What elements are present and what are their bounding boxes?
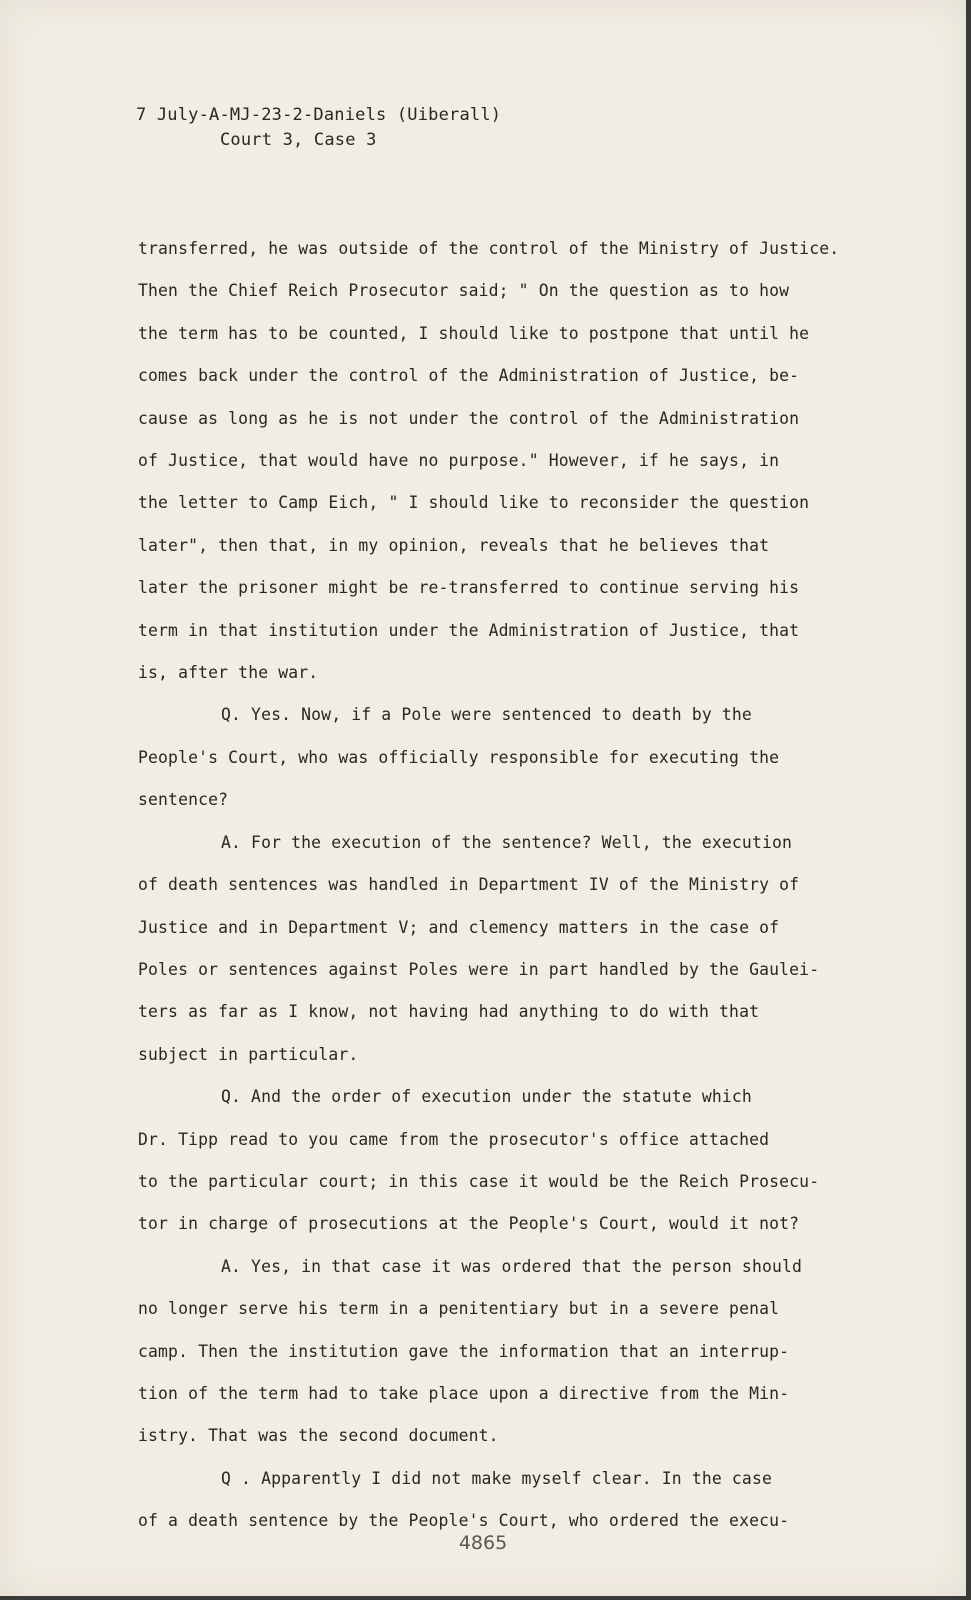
transcript-line: to the particular court; in this case it would be the Reich Prosecu- (138, 1171, 820, 1191)
header-session-line: 7 July-A-MJ-23-2-Daniels (Uiberall) (136, 105, 502, 125)
transcript-line: People's Court, who was officially responsible for executing the (138, 747, 780, 767)
page-header (136, 103, 501, 153)
transcript-line: Justice and in Department V; and clemency matters in the case of (138, 917, 780, 937)
transcript-line: Q. Yes. Now, if a Pole were sentenced to death by the (221, 705, 752, 725)
transcript-line: A. Yes, in that case it was ordered that the person should (221, 1256, 803, 1276)
transcript-paragraph (138, 1246, 866, 1458)
transcript-line: Q . Apparently I did not make myself clear. In the case (221, 1468, 772, 1488)
page-number: 4865 (458, 1532, 508, 1554)
transcript-paragraph (138, 1076, 866, 1246)
transcript-body (138, 228, 866, 1543)
transcript-line: of Justice, that would have no purpose." However, if he says, in (138, 451, 780, 471)
transcript-line: of death sentences was handled in Department IV of the Ministry of (138, 875, 800, 895)
header-court-line: Court 3, Case 3 (220, 130, 377, 150)
transcript-paragraph (138, 694, 866, 821)
transcript-line: the term has to be counted, I should like to postpone that until he (138, 323, 810, 343)
transcript-paragraph (138, 228, 866, 694)
transcript-line: cause as long as he is not under the control of the Administration (138, 408, 800, 428)
transcript-line: sentence? (138, 790, 229, 810)
transcript-line: camp. Then the institution gave the information that an interrup- (138, 1341, 790, 1361)
transcript-line: Dr. Tipp read to you came from the prosecutor's office attached (138, 1129, 770, 1149)
transcript-line: tion of the term had to take place upon a directive from the Min- (138, 1383, 790, 1403)
transcript-line: tor in charge of prosecutions at the People's Court, would it not? (138, 1214, 800, 1234)
transcript-line: ters as far as I know, not having had anything to do with that (138, 1002, 760, 1022)
transcript-line: subject in particular. (138, 1044, 359, 1064)
transcript-line: Then the Chief Reich Prosecutor said; " On the question as to how (138, 281, 790, 301)
transcript-line: comes back under the control of the Administration of Justice, be- (138, 366, 800, 386)
transcript-line: A. For the execution of the sentence? Well, the execution (221, 832, 793, 852)
transcript-line: is, after the war. (138, 663, 319, 683)
transcript-line: no longer serve his term in a penitentiary but in a severe penal (138, 1299, 780, 1319)
transcript-paragraph (138, 822, 866, 1076)
transcript-paragraph (138, 1458, 866, 1543)
transcript-line: Q. And the order of execution under the statute which (221, 1087, 752, 1107)
transcript-line: later the prisoner might be re-transferred to continue serving his (138, 578, 800, 598)
transcript-line: transferred, he was outside of the control of the Ministry of Justice. (138, 239, 840, 258)
transcript-line: the letter to Camp Eich, " I should like to reconsider the question (138, 493, 810, 513)
transcript-line: istry. That was the second document. (138, 1426, 499, 1446)
transcript-line: Poles or sentences against Poles were in part handled by the Gaulei- (138, 959, 820, 979)
transcript-line: of a death sentence by the People's Court, who ordered the execu- (138, 1511, 790, 1531)
transcript-line: later", then that, in my opinion, reveals that he believes that (138, 535, 770, 555)
transcript-line: term in that institution under the Administration of Justice, that (138, 620, 800, 640)
